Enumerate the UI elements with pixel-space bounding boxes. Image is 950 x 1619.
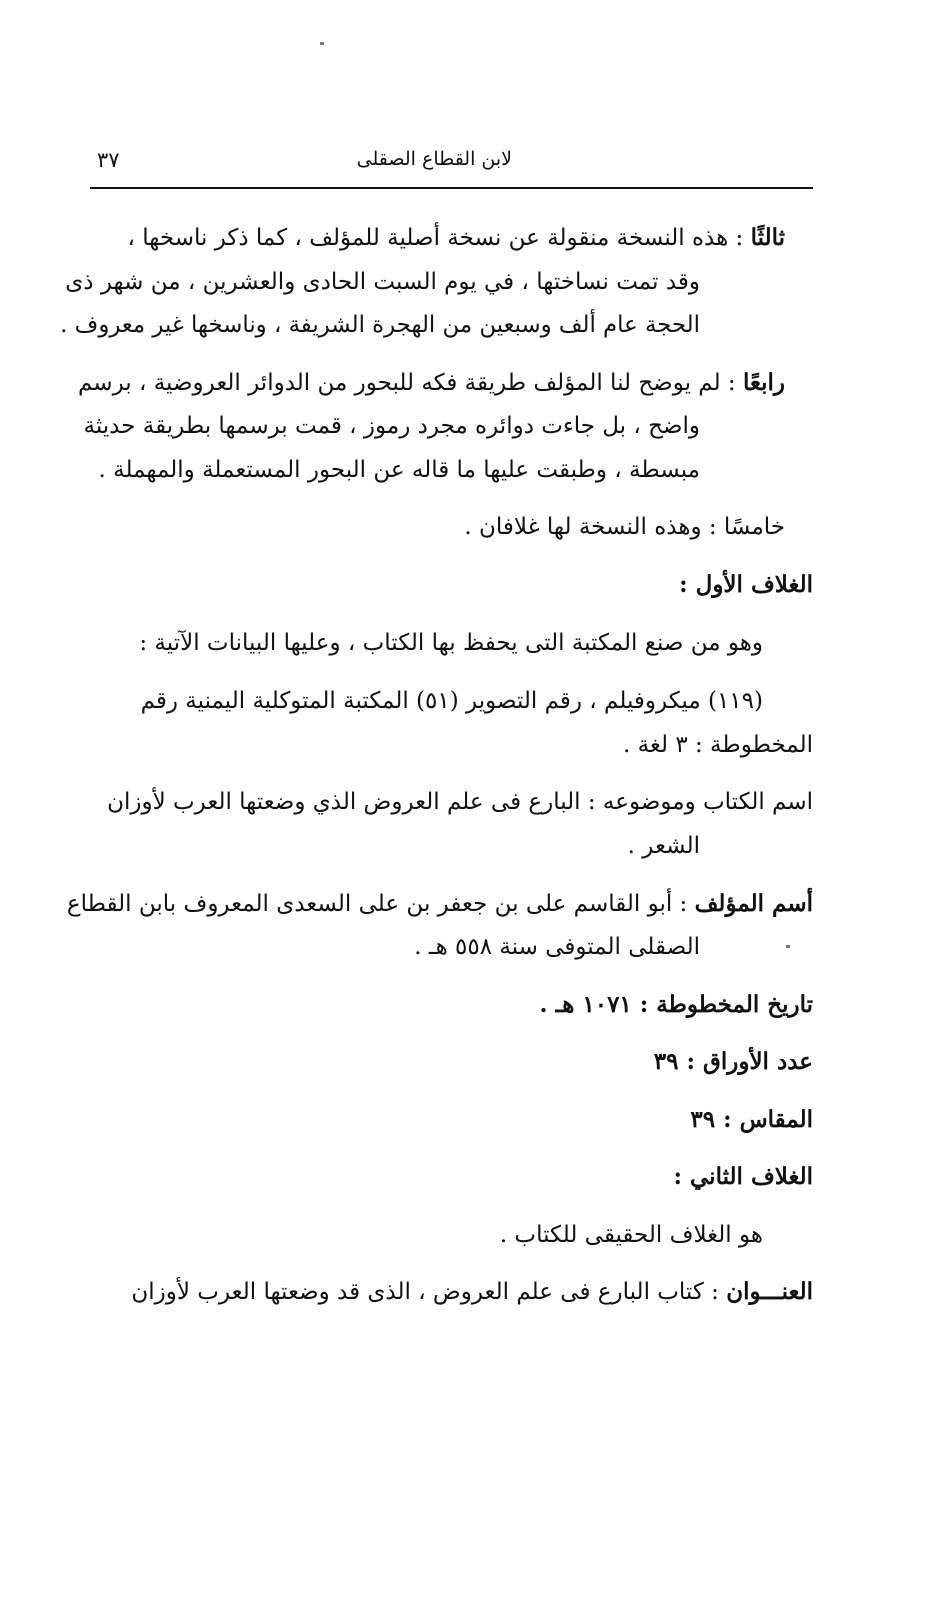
label-third: ثالثًا	[750, 224, 785, 251]
manuscript-date: تاريخ المخطوطة : ١٠٧١ هـ .	[539, 991, 813, 1018]
paragraph-fourth-line-2: واضح ، بل جاءت دوائره مجرد رموز ، قمت برسمها بطريقة حديثة	[83, 413, 700, 439]
book-name-line-1: اسم الكتاب وموضوعه : البارع فى علم العروض الذي وضعتها العرب لأوزان	[107, 789, 813, 815]
header-title: لابن القطاع الصقلى	[356, 148, 512, 170]
heading-second-cover: الغلاف الثاني :	[673, 1163, 813, 1190]
paragraph-fourth-line-1	[78, 364, 785, 402]
title-label: العنـــوان	[726, 1278, 813, 1305]
book-name-line-2: الشعر .	[627, 833, 700, 859]
page-number: ٣٧	[97, 148, 120, 172]
header-rule	[90, 187, 813, 189]
running-header	[97, 148, 812, 178]
leaves-count: عدد الأوراق : ٣٩	[653, 1048, 813, 1075]
author-line-1	[67, 885, 813, 923]
manuscript-size: المقاس : ٣٩	[690, 1106, 813, 1133]
first-cover-intro: وهو من صنع المكتبة التى يحفظ بها الكتاب ، وعليها البيانات الآتية :	[139, 630, 763, 656]
paragraph-fourth-text: : لم يوضح لنا المؤلف طريقة فكه للبحور من الدوائر العروضية ، برسم	[78, 370, 743, 396]
author-label: أسم المؤلف	[694, 890, 813, 917]
scan-speck	[320, 42, 324, 45]
paragraph-third-text: : هذه النسخة منقولة عن نسخة أصلية للمؤلف ، كما ذكر ناسخها ،	[127, 225, 751, 251]
author-text: : أبو القاسم على بن جعفر بن على السعدى المعروف بابن القطاع	[66, 891, 695, 917]
paragraph-fifth: خامسًا : وهذه النسخة لها غلافان .	[464, 514, 785, 540]
microfilm-line-2: المخطوطة : ٣ لغة .	[622, 732, 813, 758]
scan-speck	[786, 945, 790, 948]
title-text: : كتاب البارع فى علم العروض ، الذى قد وضعتها العرب لأوزان	[131, 1279, 727, 1305]
author-line-2: الصقلى المتوفى سنة ٥٥٨ هـ .	[414, 934, 700, 960]
heading-first-cover: الغلاف الأول :	[679, 571, 813, 598]
paragraph-third-line-1	[128, 219, 785, 257]
paragraph-fourth-line-3: مبسطة ، وطبقت عليها ما قاله عن البحور المستعملة والمهملة .	[98, 457, 700, 483]
label-fourth: رابعًا	[742, 369, 785, 396]
microfilm-line-1: (١١٩) ميكروفيلم ، رقم التصوير (٥١) المكتبة المتوكلية اليمنية رقم	[140, 688, 763, 714]
paragraph-third-line-2: وقد تمت نساختها ، في يوم السبت الحادى والعشرين ، من شهر ذى	[65, 269, 700, 295]
title-line	[131, 1273, 813, 1311]
paragraph-third-line-3: الحجة عام ألف وسبعين من الهجرة الشريفة ، وناسخها غير معروف .	[60, 312, 700, 338]
second-cover-intro: هو الغلاف الحقيقى للكتاب .	[499, 1222, 763, 1248]
